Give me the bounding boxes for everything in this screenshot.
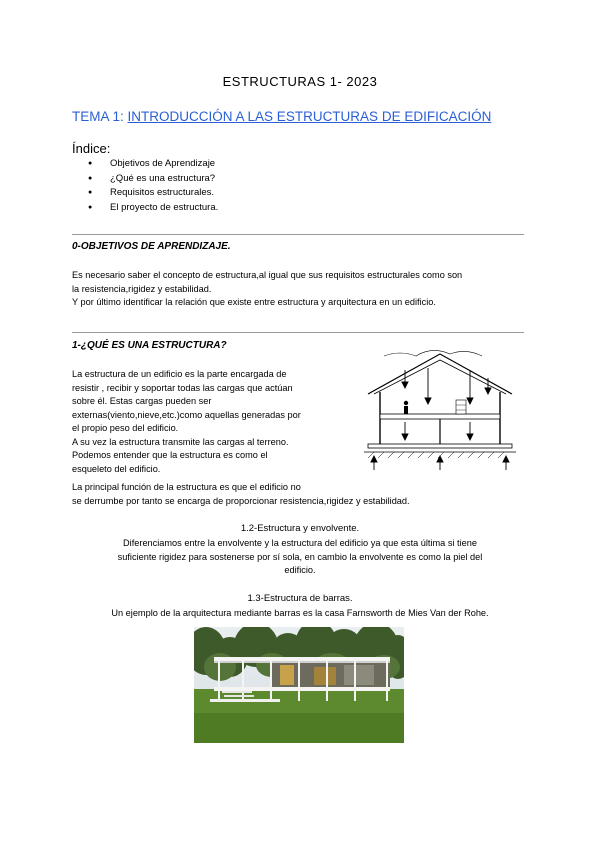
paragraph-line: sobre él. Estas cargas pueden ser bbox=[72, 396, 212, 406]
index-item: ● Objetivos de Aprendizaje bbox=[88, 157, 218, 172]
subsection-1-3-heading: 1.3-Estructura de barras. bbox=[247, 593, 353, 604]
paragraph-line: Es necesario saber el concepto de estructura,al igual que sus requisitos estructurales como son bbox=[72, 270, 463, 280]
section-0-title: 0-OBJETIVOS DE APRENDIZAJE. bbox=[72, 241, 231, 252]
index-item: ● ¿Qué es una estructura? bbox=[88, 172, 218, 187]
paragraph-line: externas(viento,nieve,etc.)como aquellas generadas por bbox=[72, 409, 301, 420]
paragraph-line: Y por último identificar la relación que existe entre estructura y arquitectura en un edificio. bbox=[72, 297, 436, 307]
index-label: Índice: bbox=[72, 141, 111, 156]
subsection-1-2-body bbox=[60, 537, 540, 578]
section-divider bbox=[72, 234, 524, 235]
section-1-body bbox=[72, 368, 352, 476]
subsection-1-3-body bbox=[60, 607, 540, 621]
index-list bbox=[88, 157, 218, 215]
section-1-body-end bbox=[72, 481, 542, 508]
index-item: ● El proyecto de estructura. bbox=[88, 201, 218, 216]
document-title: ESTRUCTURAS 1- 2023 bbox=[222, 74, 378, 89]
paragraph-line: el propio peso del edificio. bbox=[72, 423, 179, 433]
topic-heading bbox=[72, 109, 491, 124]
index-item: ● Requisitos estructurales. bbox=[88, 186, 218, 201]
structure-diagram bbox=[360, 348, 520, 470]
paragraph-line: se derrumbe por tanto se encarga de proporcionar resistencia,rigidez y estabilidad. bbox=[72, 495, 410, 506]
paragraph-line: La estructura de un edificio es la parte encargada de bbox=[72, 369, 287, 379]
paragraph-line: la resistencia,rigidez y estabilidad. bbox=[72, 283, 212, 294]
paragraph-line: La principal función de la estructura es que el edificio no bbox=[72, 482, 301, 492]
section-0-body bbox=[72, 269, 532, 310]
paragraph-line: edificio. bbox=[284, 565, 316, 575]
farnsworth-house-photo bbox=[194, 627, 404, 743]
paragraph-line: esqueleto del edificio. bbox=[72, 463, 161, 474]
subsection-1-2-heading: 1.2-Estructura y envolvente. bbox=[240, 523, 360, 534]
paragraph-line: resistir , recibir y soportar todas las cargas que actúan bbox=[72, 382, 293, 393]
paragraph-line: Podemos entender que la estructura es como el bbox=[72, 450, 268, 460]
paragraph-line: suficiente rigidez para sostenerse por sí sola, en cambio la envolvente es como la piel del bbox=[117, 551, 483, 562]
paragraph-line: Diferenciamos entre la envolvente y la estructura del edificio ya que esta última si tiene bbox=[123, 538, 477, 548]
topic-prefix: TEMA 1: bbox=[72, 109, 128, 124]
section-divider bbox=[72, 332, 524, 333]
paragraph-line: Un ejemplo de la arquitectura mediante barras es la casa Farnsworth de Mies Van der Rohe. bbox=[111, 608, 489, 618]
paragraph-line: A su vez la estructura transmite las cargas al terreno. bbox=[72, 436, 289, 447]
section-1-title: 1-¿QUÉ ES UNA ESTRUCTURA? bbox=[72, 340, 227, 351]
topic-link[interactable]: INTRODUCCIÓN A LAS ESTRUCTURAS DE EDIFICACIÓN bbox=[127, 109, 492, 124]
